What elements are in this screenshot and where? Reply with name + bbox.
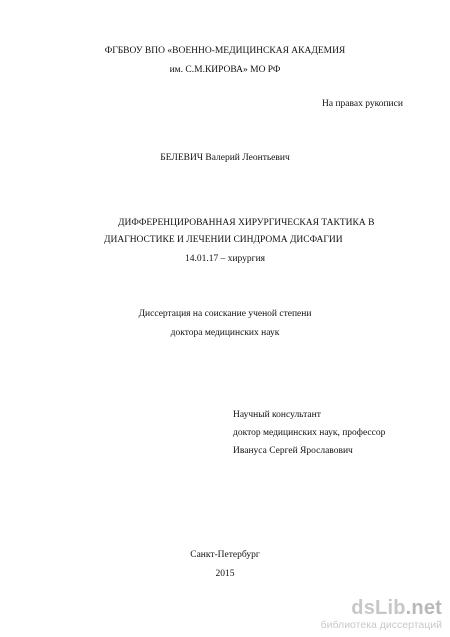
- watermark-logo-name: dsLib: [351, 597, 406, 619]
- watermark-logo: [321, 597, 442, 619]
- watermark-logo-domain: .net: [405, 597, 442, 619]
- manuscript-rights: На правах рукописи: [322, 99, 403, 109]
- dissertation-line-2: доктора медицинских наук: [170, 328, 280, 338]
- author-name: БЕЛЕВИЧ Валерий Леонтьевич: [160, 153, 290, 163]
- dissertation-line-1: Диссертация на соискание ученой степени: [138, 309, 312, 319]
- city: Санкт-Петербург: [190, 550, 260, 560]
- consultant-degree: доктор медицинских наук, профессор: [233, 428, 386, 438]
- consultant-label: Научный консультант: [233, 410, 321, 420]
- institution-line-2: им. С.М.КИРОВА» МО РФ: [169, 65, 281, 75]
- institution-line-1: ФГБВОУ ВПО «ВОЕННО-МЕДИЦИНСКАЯ АКАДЕМИЯ: [104, 46, 346, 56]
- title-line-1: ДИФФЕРЕНЦИРОВАННАЯ ХИРУРГИЧЕСКАЯ ТАКТИКА В: [118, 218, 375, 228]
- year: 2015: [215, 569, 235, 579]
- specialty: 14.01.17 – хирургия: [184, 254, 266, 264]
- watermark-subtitle: библиотека диссертаций: [320, 619, 442, 631]
- watermark: [321, 597, 442, 631]
- consultant-name: Ивануса Сергей Ярославович: [233, 446, 353, 456]
- title-line-2: ДИАГНОСТИКЕ И ЛЕЧЕНИИ СИНДРОМА ДИСФАГИИ: [104, 235, 343, 245]
